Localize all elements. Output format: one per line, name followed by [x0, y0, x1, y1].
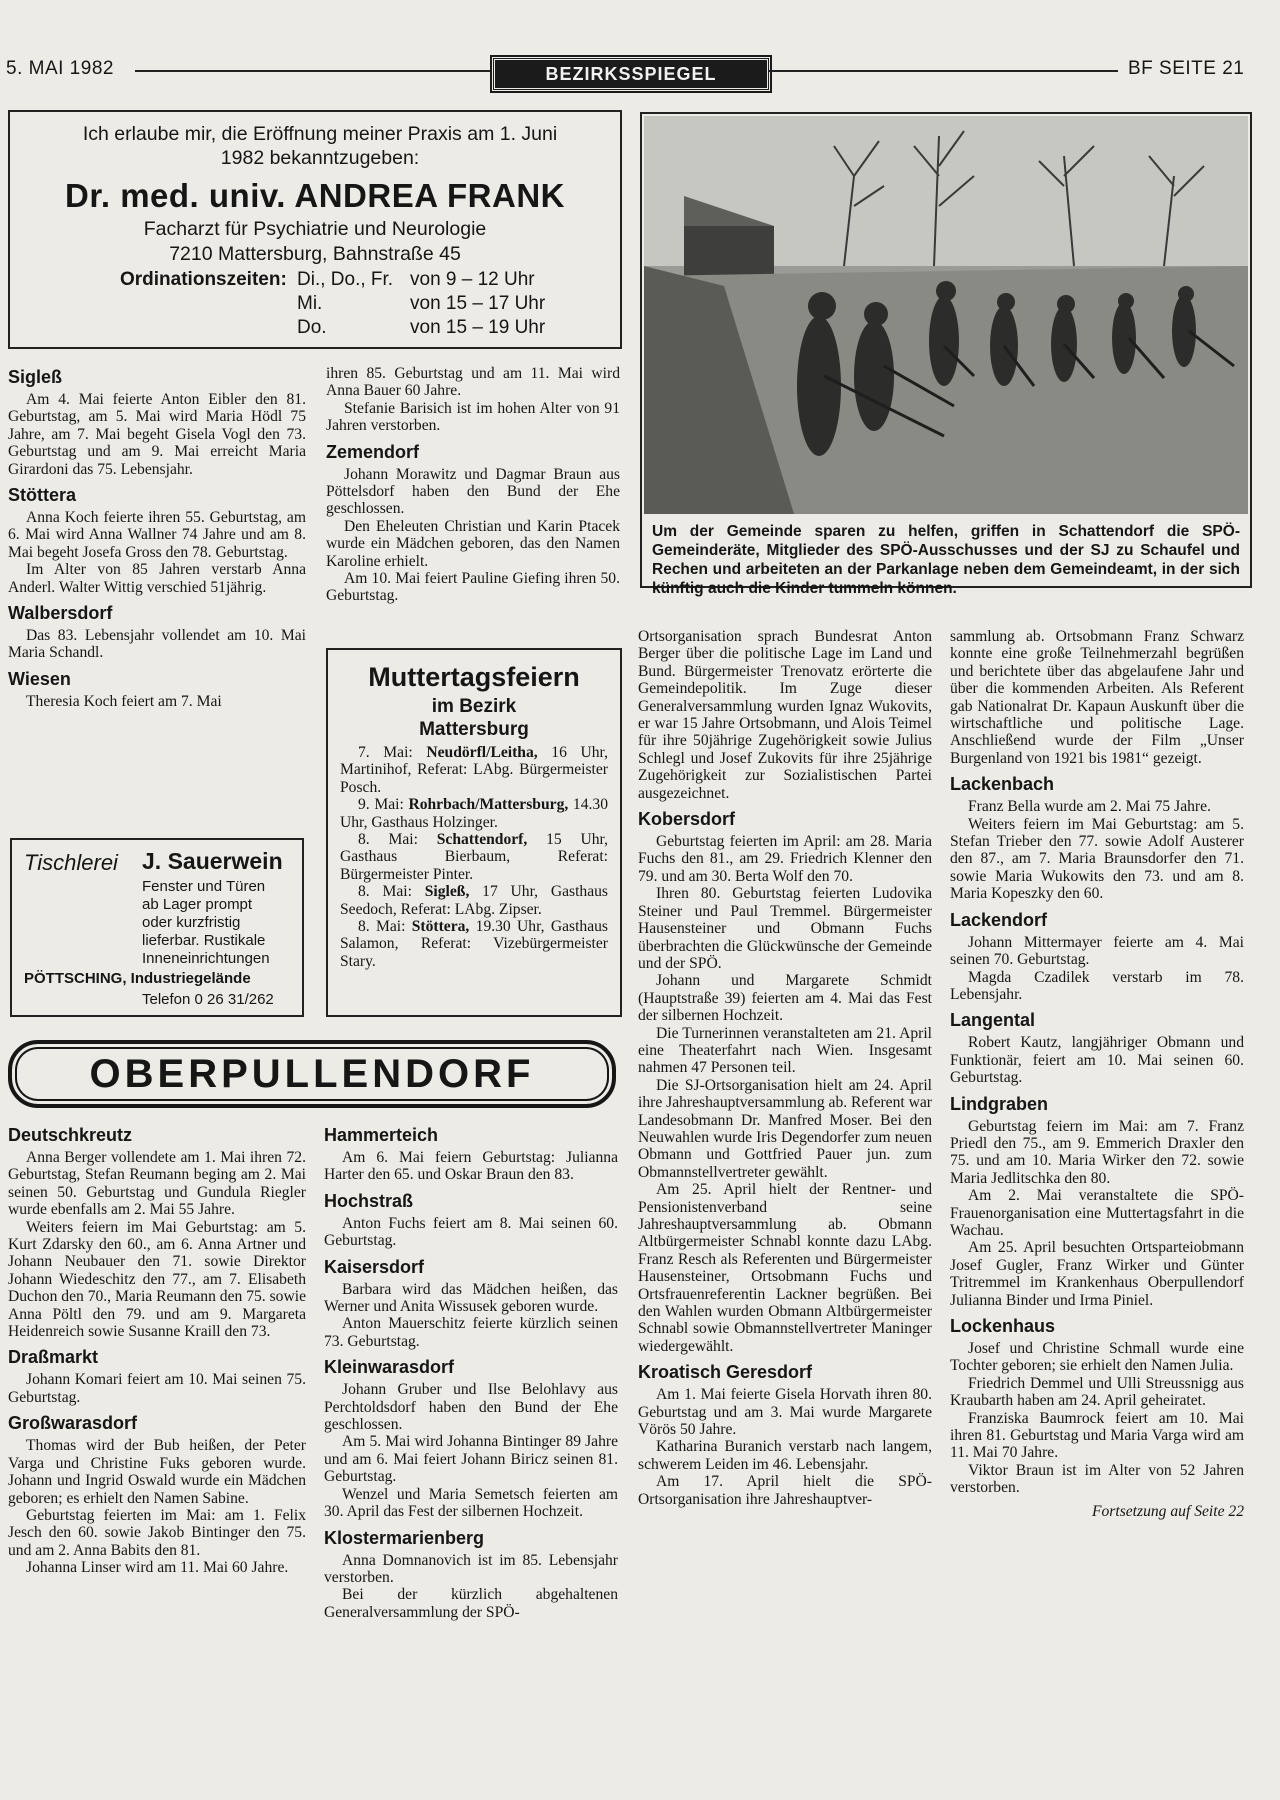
muttertag-item: [340, 744, 608, 796]
item-details: 19.30 Uhr, Gasthaus Salamon, Referat: Vizebürgermeister Stary.: [340, 918, 609, 970]
text-col5-1: Ortsorganisation sprach Bundesrat Anton Berger über die politische Lage im Land und Bund. Bürgermeister Trenovatz erörterte die Gemeindepolitik. Im Zuge dieser Generalversammlung wurden Ignaz Wukovits, er war 15 Jahre Ortsobmann, und Alois Teimel für ihre 50jährige Zugehörigkeit sowie Julius Schlegl und Josef Zukovits für ihre 25jährige Zugehörigkeit zur Sozialistischen Partei ausgezeichnet.: [638, 628, 932, 802]
column-6: [950, 628, 1244, 1520]
heading-hochstrass: Hochstraß: [324, 1190, 414, 1211]
text-wiesen: Theresia Koch feiert am 7. Mai: [26, 692, 222, 710]
column-1: [8, 360, 306, 710]
column-2: [326, 365, 620, 605]
hours-time-3: von 15 – 19 Uhr: [410, 317, 546, 338]
muttertag-item: [340, 796, 608, 831]
text-kobersdorf-1: Geburtstag feierten im April: am 28. Maria Fuchs den 81., am 29. Friedrich Klenner den 79. und am 30. Berta Wolf den 70.: [638, 833, 932, 885]
item-details: 14.30 Uhr, Gasthaus Holzinger.: [340, 796, 608, 831]
ad-tischlerei-line-5: Inneneinrichtungen: [142, 950, 270, 967]
heading-drassmarkt: Draßmarkt: [8, 1347, 99, 1368]
text-lindgraben-2: Am 2. Mai veranstaltete die SPÖ-Frauenorganisation eine Muttertagsfahrt in die Wachau.: [950, 1187, 1244, 1239]
item-date: 8. Mai:: [358, 831, 418, 849]
muttertag-list: [340, 744, 608, 970]
header-date: 5. MAI 1982: [6, 58, 114, 79]
text-kobersdorf-6: Am 25. April hielt der Rentner- und Pensionistenverband seine Jahreshauptversammlung ab. Obmann Altbürgermeister Schnabl konnte dazu LAbg. Franz Resch als Referenten und Bürgermeister Hausensteiner, Ortsobmann Fuchs und Ortsfrauenreferentin Lackner begrüßen. Bei den Wahlen wurden Obmann Altbürgermeister Schnabl sowie Obmannstellvertreter Maninger wiedergewählt.: [638, 1181, 932, 1355]
muttertag-item: [340, 883, 608, 918]
text-stoettera-1: Anna Koch feierte ihren 55. Geburtstag, am 6. Mai wird Anna Wallner 74 Jahre und am 8. Mai begeht Josefa Gross den 78. Geburtstag.: [8, 509, 306, 561]
heading-kroatisch-geresdorf: Kroatisch Geresdorf: [638, 1362, 813, 1383]
header-section: BEZIRKSSPIEGEL: [492, 57, 770, 91]
text-kobersdorf-2: Ihren 80. Geburtstag feierten Ludovika Steiner und Paul Tremmel. Bürgermeister Hausensteiner und Obmann Fuchs überbrachten die Glückwünsche der Gemeinde und der SPÖ.: [638, 885, 932, 972]
item-place: Stöttera,: [411, 918, 470, 936]
text-lockenhaus-4: Viktor Braun ist im Alter von 52 Jahren verstorben.: [950, 1461, 1244, 1497]
hours-time-1: von 9 – 12 Uhr: [410, 269, 535, 290]
item-place: Sigleß,: [424, 883, 470, 901]
heading-kleinwarasdorf: Kleinwarasdorf: [324, 1357, 455, 1378]
text-col6-1: sammlung ab. Ortsobmann Franz Schwarz konnte eine große Teilnehmerzahl begrüßen und berichtete über das abgelaufene Jahr und über die kommenden Arbeiten. Als Referent gab Nationalrat Dr. Kapaun Auskunft über die wirtschaftliche und politische Lage. Anschließend wurde der Film „Unser Burgenland von 1921 bis 1981“ gezeigt.: [950, 628, 1244, 767]
text-kroatisch-1: Am 1. Mai feierte Gisela Horvath ihren 80. Geburtstag und am 3. Mai wurde Margarete Vörös 50 Jahre.: [638, 1386, 932, 1439]
muttertag-item: [340, 918, 608, 970]
heading-lindgraben: Lindgraben: [950, 1093, 1048, 1114]
text-grosswarasdorf-2: Geburtstag feierten im Mai: am 1. Felix Jesch den 60. sowie Jakob Bintinger den 75. und am 2. Anna Babits den 81.: [8, 1506, 306, 1559]
text-zemendorf-2: Den Eheleuten Christian und Karin Ptacek wurde ein Mädchen geboren, das den Namen Karoline erhielt.: [326, 517, 620, 570]
muttertag-subtitle-2: Mattersburg: [419, 719, 529, 740]
heading-zemendorf: Zemendorf: [326, 441, 420, 462]
header-rule-left: [135, 70, 490, 72]
text-hammerteich: Am 6. Mai feiern Geburtstag: Julianna Harter den 65. und Oskar Braun den 83.: [324, 1149, 618, 1184]
item-place: Neudörfl/Leitha,: [426, 744, 538, 761]
text-sigless: Am 4. Mai feierte Anton Eibler den 81. Geburtstag, am 5. Mai wird Maria Hödl 75 Jahre, am 7. Mai begeht Gisela Vogl den 73. Geburtstag und am 9. Mai erreicht Maria Girardoni das 75. Lebensjahr.: [8, 391, 306, 478]
item-place: Schattendorf,: [436, 831, 528, 849]
text-col2-2: Stefanie Barisich ist im hohen Alter von 91 Jahren verstorben.: [326, 399, 620, 435]
heading-deutschkreutz: Deutschkreutz: [8, 1125, 133, 1145]
ad-tischlerei-address: PÖTTSCHING, Industriegelände: [24, 970, 251, 987]
muttertag-item: [340, 831, 608, 883]
item-details: 16 Uhr, Martinihof, Referat: LAbg. Bürgermeister Posch.: [340, 744, 608, 796]
text-klostermarienberg-1: Anna Domnanovich ist im 85. Lebensjahr verstorben.: [324, 1551, 618, 1586]
ad-praxis-hours-label: Ordinationszeiten:: [120, 269, 287, 290]
hours-time-2: von 15 – 17 Uhr: [410, 293, 546, 314]
item-details: 17 Uhr, Gasthaus Seedoch, Referat: LAbg. Zipser.: [340, 883, 608, 918]
text-kleinwarasdorf-3: Wenzel und Maria Semetsch feierten am 30. April das Fest der silbernen Hochzeit.: [324, 1485, 618, 1521]
photo-image: [644, 116, 1248, 514]
item-date: 8. Mai:: [358, 883, 412, 901]
photo-caption: Um der Gemeinde sparen zu helfen, griffen in Schattendorf die SPÖ-Gemeinderäte, Mitglieder des SPÖ-Ausschusses und der SJ zu Schaufel und Rechen und arbeiteten an der Parkanlage neben dem Gemeindeamt, in der sich künftig auch die Kinder tummeln können.: [652, 523, 1240, 597]
text-hochstrass: Anton Fuchs feiert am 8. Mai seinen 60. Geburtstag.: [324, 1214, 618, 1250]
text-klostermarienberg-2: Bei der kürzlich abgehaltenen Generalversammlung der SPÖ-: [324, 1586, 618, 1621]
text-deutschkreutz-2: Weiters feiern im Mai Geburtstag: am 5. Kurt Zdarsky den 60., am 6. Anna Artner und Johann Neubauer den 71. sowie Direktor Johann Wiedeschitz den 77., am 7. Elisabeth Duchon den 70., Maria Reumann den 75. sowie Anna Pöltl den 79. und am 9. Margareta Heidenreich sowie Susanne Kraill den 73.: [8, 1218, 306, 1341]
muttertag-title: Muttertagsfeiern: [368, 662, 580, 692]
hours-days-2: Mi.: [297, 293, 323, 314]
muttertag-box: [326, 648, 622, 1017]
text-drassmarkt: Johann Komari feiert am 10. Mai seinen 75. Geburtstag.: [8, 1371, 306, 1406]
text-kroatisch-3: Am 17. April hielt die SPÖ-Ortsorganisation ihre Jahreshauptver-: [638, 1473, 932, 1508]
ad-tischlerei-phone: Telefon 0 26 31/262: [142, 991, 274, 1008]
heading-stoettera: Stöttera: [8, 485, 77, 506]
header-page: BF SEITE 21: [1128, 58, 1245, 79]
heading-grosswarasdorf: Großwarasdorf: [8, 1413, 138, 1434]
ad-praxis: [8, 110, 622, 349]
text-lackenbach-1: Franz Bella wurde am 2. Mai 75 Jahre.: [968, 798, 1211, 816]
text-zemendorf-3: Am 10. Mai feiert Pauline Giefing ihren 50. Geburtstag.: [326, 570, 620, 605]
column-5: [638, 628, 932, 1508]
heading-kaisersdorf: Kaisersdorf: [324, 1256, 425, 1277]
hours-days-1: Di., Do., Fr.: [297, 269, 394, 290]
ad-tischlerei-line-4: lieferbar. Rustikale: [142, 932, 266, 949]
heading-klostermarienberg: Klostermarienberg: [324, 1527, 485, 1548]
muttertag-subtitle-1: im Bezirk: [431, 696, 517, 717]
text-zemendorf-1: Johann Morawitz und Dagmar Braun aus Pöttelsdorf haben den Bund der Ehe geschlossen.: [326, 465, 620, 518]
text-lackendorf-1: Johann Mittermayer feierte am 4. Mai seinen 70. Geburtstag.: [950, 933, 1244, 969]
ad-tischlerei: [10, 838, 304, 1017]
heading-lockenhaus: Lockenhaus: [950, 1316, 1056, 1336]
ad-tischlerei-label: Tischlerei: [24, 850, 118, 875]
heading-walbersdorf: Walbersdorf: [8, 603, 113, 624]
heading-langental: Langental: [950, 1010, 1036, 1031]
ad-praxis-address: 7210 Mattersburg, Bahnstraße 45: [169, 243, 461, 265]
text-kobersdorf-3: Johann und Margarete Schmidt (Hauptstraße 39) feierten am 4. Mai das Fest der silbernen Hochzeit.: [638, 972, 932, 1025]
text-kobersdorf-5: Die SJ-Ortsorganisation hielt am 24. April ihre Jahreshauptversammlung ab. Referent war Landesobmann Dr. Manfred Moser. Bei den Neuwahlen wurde Iris Degendorfer zum neuen Obmann und Gottfried Pauer jun. zum Obmannstellvertreter gewählt.: [638, 1076, 933, 1181]
continued-note: Fortsetzung auf Seite 22: [1091, 1502, 1244, 1520]
item-date: 9. Mai:: [358, 796, 404, 814]
heading-kobersdorf: Kobersdorf: [638, 809, 736, 830]
text-lockenhaus-3: Franziska Baumrock feiert am 10. Mai ihren 81. Geburtstag und Maria Varga wird am 11. Mai 70 Jahre.: [950, 1409, 1244, 1462]
column-3: [8, 1118, 306, 1577]
ad-tischlerei-line-3: oder kurzfristig: [142, 914, 241, 931]
text-lockenhaus-1: Josef und Christine Schmall wurde eine Tochter geboren; sie erhielt den Namen Julia.: [950, 1340, 1244, 1375]
heading-lackenbach: Lackenbach: [950, 774, 1055, 795]
ad-praxis-intro: Ich erlaube mir, die Eröffnung meiner Praxis am 1. Juni 1982 bekanntzugeben:: [82, 123, 558, 169]
text-stoettera-2: Im Alter von 85 Jahren verstarb Anna Anderl. Walter Wittig verschied 51jährig.: [8, 561, 306, 596]
header-rule-right: [768, 70, 1118, 72]
photo-frame: [640, 112, 1252, 597]
text-langental: Robert Kautz, langjähriger Obmann und Funktionär, feiert am 10. Mai seinen 60. Geburtstag.: [950, 1034, 1244, 1087]
item-date: 7. Mai:: [358, 744, 413, 761]
heading-sigless: Sigleß: [8, 367, 63, 387]
item-details: 15 Uhr, Gasthaus Bierbaum, Referat: Bürgermeister Pinter.: [340, 831, 608, 883]
column-4: [324, 1118, 618, 1621]
ad-tischlerei-line-2: ab Lager prompt: [142, 896, 253, 913]
text-kleinwarasdorf-1: Johann Gruber und Ilse Belohlavy aus Perchtoldsdorf haben den Bund der Ehe geschlossen.: [324, 1381, 618, 1434]
text-kleinwarasdorf-2: Am 5. Mai wird Johanna Bintinger 89 Jahre und am 6. Mai feiert Johann Biricz seinen 81. Geburtstag.: [324, 1433, 618, 1486]
text-grosswarasdorf-1: Thomas wird der Bub heißen, der Peter Varga und Christine Fuks geboren wurde. Johann und Ingrid Oswald wurde ein Mädchen geboren; es erhielt den Namen Sabine.: [8, 1437, 306, 1507]
item-date: 8. Mai:: [358, 918, 406, 936]
text-lindgraben-1: Geburtstag feiern im Mai: am 7. Franz Priedl den 75., am 9. Emmerich Draxler den 75. und am 10. Maria Wirker den 72. sowie Maria Jedlitschka den 80.: [950, 1117, 1244, 1187]
text-walbersdorf: Das 83. Lebensjahr vollendet am 10. Mai Maria Schandl.: [8, 627, 306, 662]
item-place: Rohrbach/Mattersburg,: [408, 796, 569, 814]
text-lackendorf-2: Magda Czadilek verstarb im 78. Lebensjahr.: [950, 968, 1244, 1003]
text-kobersdorf-4: Die Turnerinnen veranstalteten am 21. April eine Theaterfahrt nach Wien. Insgesamt nahmen 47 Personen teil.: [638, 1024, 932, 1077]
text-kaisersdorf-2: Anton Mauerschitz feierte kürzlich seinen 73. Geburtstag.: [324, 1315, 618, 1350]
text-lackenbach-2: Weiters feiern im Mai Geburtstag: am 5. Stefan Trieber den 77. sowie Adolf Austerer den 87., am 7. Maria Braunsdorfer den 71. sowie Maria Wukowits den 73. und am 8. Maria Kopeszky den 60.: [950, 815, 1244, 903]
ad-praxis-specialty: Facharzt für Psychiatrie und Neurologie: [143, 218, 487, 240]
heading-hammerteich: Hammerteich: [324, 1125, 439, 1145]
ad-tischlerei-line-1: Fenster und Türen: [142, 878, 266, 895]
text-grosswarasdorf-3: Johanna Linser wird am 11. Mai 60 Jahre.: [26, 1559, 289, 1577]
text-kaisersdorf-1: Barbara wird das Mädchen heißen, das Werner und Anita Wissusek geboren wurde.: [324, 1280, 618, 1316]
oberpullendorf-banner: OBERPULLENDORF: [8, 1040, 616, 1108]
hours-days-3: Do.: [297, 317, 327, 338]
heading-lackendorf: Lackendorf: [950, 909, 1048, 930]
ad-tischlerei-name: J. Sauerwein: [142, 848, 283, 874]
text-col2-1: ihren 85. Geburtstag und am 11. Mai wird Anna Bauer 60 Jahre.: [326, 365, 620, 400]
text-lockenhaus-2: Friedrich Demmel und Ulli Streussnigg aus Kraubarth haben am 24. April geheiratet.: [950, 1374, 1244, 1410]
text-lindgraben-3: Am 25. April besuchten Ortsparteiobmann Josef Gugler, Franz Wirker und Günter Tritremmel im Krankenhaus Oberpullendorf Julianna Binder und Irma Piniel.: [950, 1239, 1244, 1309]
text-kroatisch-2: Katharina Buranich verstarb nach langem, schwerem Leiden im 46. Lebensjahr.: [638, 1438, 932, 1473]
ad-praxis-name: Dr. med. univ. ANDREA FRANK: [65, 177, 565, 214]
heading-wiesen: Wiesen: [8, 668, 71, 689]
text-deutschkreutz-1: Anna Berger vollendete am 1. Mai ihren 72. Geburtstag, Stefan Reumann beging am 2. Mai seinen 50. Geburtstag und Gundula Riegler wurde ebenfalls am 2. Mai 55 Jahre.: [8, 1149, 306, 1219]
